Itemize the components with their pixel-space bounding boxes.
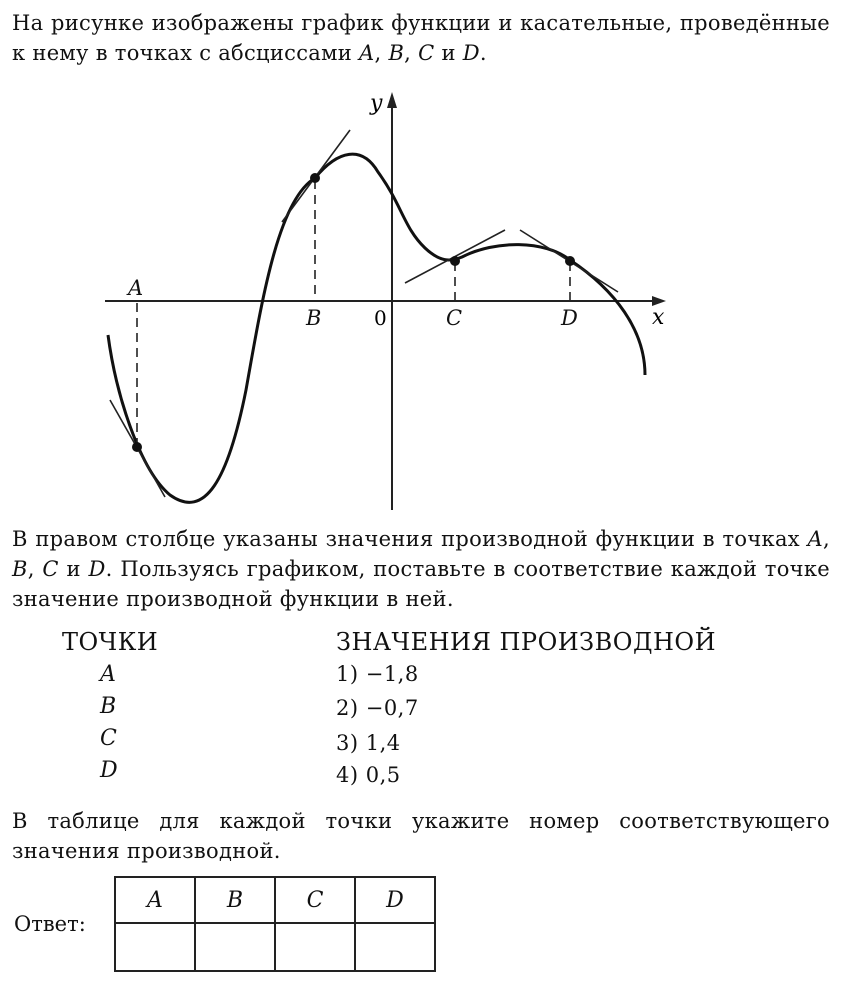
y-axis-arrow bbox=[387, 92, 397, 108]
point-item-c: C bbox=[100, 726, 117, 751]
answer-header-d: D bbox=[355, 877, 435, 923]
point-b-label: B bbox=[306, 306, 322, 330]
points-header: ТОЧКИ bbox=[62, 628, 159, 656]
intro-paragraph: На рисунке изображены график функции и касательные, проведённые к нему в точках с абсциссами A, B, C и D. bbox=[12, 11, 830, 65]
x-axis-label: x bbox=[652, 305, 665, 330]
answer-label: Ответ: bbox=[14, 912, 86, 936]
answer-cell-b[interactable] bbox=[195, 923, 275, 971]
point-d-marker bbox=[565, 256, 575, 266]
axes bbox=[105, 100, 658, 510]
tangent-points bbox=[132, 173, 575, 452]
answer-cell-c[interactable] bbox=[275, 923, 355, 971]
tangent-lines bbox=[110, 130, 618, 497]
answer-cell-a[interactable] bbox=[115, 923, 195, 971]
answer-cell-d[interactable] bbox=[355, 923, 435, 971]
values-header: ЗНАЧЕНИЯ ПРОИЗВОДНОЙ bbox=[336, 628, 716, 656]
value-item-4: 4) 0,5 bbox=[336, 763, 401, 787]
point-a-marker bbox=[132, 442, 142, 452]
answer-table bbox=[114, 876, 436, 972]
point-item-a: A bbox=[100, 662, 116, 687]
answer-header-row bbox=[115, 877, 435, 923]
value-item-2: 2) −0,7 bbox=[336, 696, 419, 720]
answer-header-c: C bbox=[275, 877, 355, 923]
point-b-marker bbox=[310, 173, 320, 183]
point-c-label: C bbox=[446, 306, 463, 330]
point-item-b: B bbox=[100, 694, 117, 719]
function-graph bbox=[0, 80, 848, 510]
point-c-marker bbox=[450, 256, 460, 266]
origin-label: 0 bbox=[374, 306, 387, 330]
projection-lines bbox=[137, 180, 570, 447]
value-item-1: 1) −1,8 bbox=[336, 662, 419, 686]
answer-header-a: A bbox=[115, 877, 195, 923]
point-item-d: D bbox=[100, 758, 118, 783]
point-a-label: A bbox=[128, 276, 144, 300]
y-axis-label: y bbox=[370, 91, 383, 116]
instruction-paragraph: В таблице для каждой точки укажите номер соответствующего значения производной. bbox=[12, 809, 830, 863]
value-item-3: 3) 1,4 bbox=[336, 731, 401, 755]
answer-header-b: B bbox=[195, 877, 275, 923]
task-paragraph: В правом столбце указаны значения производной функции в точках A, B, C и D. Пользуясь графиком, поставьте в соответствие каждой точке значение производной функции в ней. bbox=[12, 527, 831, 611]
answer-input-row bbox=[115, 923, 435, 971]
point-d-label: D bbox=[561, 306, 578, 330]
